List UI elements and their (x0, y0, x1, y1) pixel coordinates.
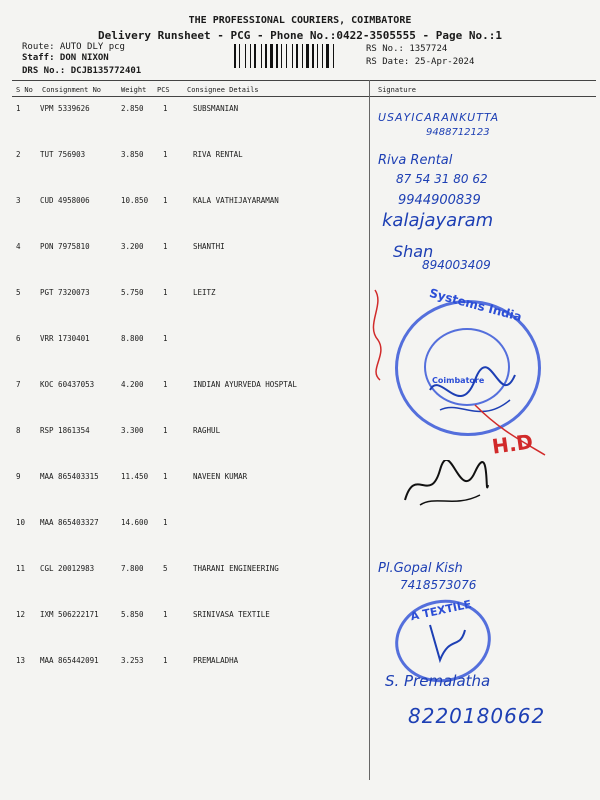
row-weight: 2.850 (121, 104, 144, 113)
barcode-bar (299, 44, 301, 68)
row-sno: 10 (16, 518, 26, 527)
barcode-bar (239, 44, 240, 68)
barcode-bar (263, 44, 264, 68)
row-consignee: NAVEEN KUMAR (193, 472, 248, 481)
barcode-bar (324, 44, 325, 68)
row-weight: 5.850 (121, 610, 144, 619)
barcode-bar (286, 44, 287, 68)
row-pcs: 1 (163, 104, 168, 113)
barcode-bar (294, 44, 295, 68)
row-consignment: CGL 20012983 (40, 564, 95, 573)
row-pcs: 1 (163, 380, 168, 389)
row-consignee: LEITZ (193, 288, 216, 297)
row-weight: 3.300 (121, 426, 144, 435)
row-consignment: KOC 60437053 (40, 380, 95, 389)
row-sno: 1 (16, 104, 21, 113)
barcode-bar (247, 44, 249, 68)
route-label: Route: AUTO DLY pcg (22, 42, 125, 52)
row-weight: 3.200 (121, 242, 144, 251)
signature-1-name: USAYICARANKUTTA (378, 111, 500, 124)
red-bracket (360, 285, 390, 385)
row-sno: 6 (16, 334, 21, 343)
row-consignment: VRR 1730401 (40, 334, 90, 343)
row-sno: 2 (16, 150, 21, 159)
row-consignment: TUT 756903 (40, 150, 86, 159)
row-weight: 14.600 (121, 518, 149, 527)
row-consignment: CUD 4958006 (40, 196, 90, 205)
signature-11-phone: 7418573076 (400, 578, 477, 592)
row-pcs: 1 (163, 656, 168, 665)
signature-9-scribble (400, 460, 490, 510)
col-consignee: Consignee Details (187, 86, 259, 94)
row-consignment: RSP 1861354 (40, 426, 90, 435)
company-stamp-text: Systems India (427, 285, 524, 325)
company-title: THE PROFESSIONAL COURIERS, COIMBATORE (188, 15, 412, 26)
row-sno: 11 (16, 564, 26, 573)
barcode-bar (257, 44, 260, 68)
barcode-bar (237, 44, 238, 68)
row-sno: 13 (16, 656, 26, 665)
barcode-bar (234, 44, 236, 68)
barcode-bar (268, 44, 269, 68)
row-consignee: PREMALADHA (193, 656, 239, 665)
barcode-bar (335, 44, 336, 68)
row-pcs: 1 (163, 288, 168, 297)
row-consignee: SUBSMANIAN (193, 104, 239, 113)
signature-13-phone: 8220180662 (408, 704, 546, 728)
barcode-bar (254, 44, 256, 68)
row-consignee: INDIAN AYURVEDA HOSPTAL (193, 380, 297, 389)
row-consignment: IXM 506222171 (40, 610, 99, 619)
row-sno: 8 (16, 426, 21, 435)
signature-column-divider (369, 80, 370, 780)
signature-2-name: Riva Rental (378, 153, 453, 168)
barcode-bar (252, 44, 253, 68)
barcode-bar (333, 44, 334, 68)
row-consignee: KALA VATHIJAYARAMAN (193, 196, 279, 205)
barcode-bar (326, 44, 329, 68)
row-consignee: THARANI ENGINEERING (193, 564, 279, 573)
barcode-bar (250, 44, 251, 68)
barcode-bar (281, 44, 282, 68)
barcode-bar (310, 44, 311, 68)
row-consignee: RAGHUL (193, 426, 221, 435)
col-signature: Signature (378, 86, 416, 94)
barcode-bar (296, 44, 298, 68)
row-consignee: SHANTHI (193, 242, 225, 251)
barcode-bar (283, 44, 285, 68)
row-pcs: 1 (163, 610, 168, 619)
header-rule-top (12, 80, 596, 81)
row-consignment: PON 7975810 (40, 242, 90, 251)
row-sno: 3 (16, 196, 21, 205)
row-weight: 5.750 (121, 288, 144, 297)
row-sno: 9 (16, 472, 21, 481)
barcode-bar (276, 44, 278, 68)
row-weight: 7.800 (121, 564, 144, 573)
barcode (234, 44, 356, 68)
barcode-bar (261, 44, 262, 68)
row-sno: 4 (16, 242, 21, 251)
red-remark: H.D (490, 429, 535, 459)
barcode-bar (292, 44, 293, 68)
barcode-bar (270, 44, 273, 68)
signature-11-name: Pl.Gopal Kish (378, 561, 463, 576)
barcode-bar (241, 44, 244, 68)
row-consignee: RIVA RENTAL (193, 150, 243, 159)
barcode-bar (315, 44, 316, 68)
row-consignment: MAA 865403327 (40, 518, 99, 527)
red-stroke (470, 400, 550, 460)
barcode-bar (279, 44, 280, 68)
signature-2-phone: 87 54 31 80 62 (396, 172, 488, 186)
header-rule-bottom (12, 96, 596, 97)
barcode-bar (312, 44, 314, 68)
barcode-bar (319, 44, 321, 68)
barcode-bar (330, 44, 332, 68)
signature-3-phone: 9944900839 (398, 193, 481, 208)
row-consignment: MAA 865442091 (40, 656, 99, 665)
barcode-bar (322, 44, 323, 68)
runsheet-subtitle: Delivery Runsheet - PCG - Phone No.:0422-3505555 - Page No.:1 (98, 29, 502, 42)
row-sno: 7 (16, 380, 21, 389)
rs-no-label: RS No.: 1357724 (366, 44, 448, 54)
row-pcs: 1 (163, 518, 168, 527)
signature-1-phone: 9488712123 (426, 127, 490, 138)
col-sno: S No (16, 86, 33, 94)
row-pcs: 1 (163, 150, 168, 159)
drs-label: DRS No.: DCJB135772401 (22, 66, 142, 76)
row-pcs: 5 (163, 564, 168, 573)
barcode-bar (274, 44, 275, 68)
row-consignment: MAA 865403315 (40, 472, 99, 481)
signature-12-scribble (420, 620, 470, 665)
row-sno: 5 (16, 288, 21, 297)
company-stamp-city: Coimbatore (432, 376, 485, 385)
barcode-bar (245, 44, 246, 68)
signature-4-phone: 894003409 (422, 258, 491, 272)
row-pcs: 1 (163, 472, 168, 481)
row-weight: 8.800 (121, 334, 144, 343)
barcode-bar (302, 44, 303, 68)
row-weight: 3.850 (121, 150, 144, 159)
row-consignment: PGT 7320073 (40, 288, 90, 297)
row-sno: 12 (16, 610, 26, 619)
staff-label: Staff: DON NIXON (22, 53, 109, 63)
signature-3-name: kalajayaram (382, 210, 494, 231)
rs-date-label: RS Date: 25-Apr-2024 (366, 57, 475, 67)
col-weight: Weight (121, 86, 147, 94)
row-weight: 4.200 (121, 380, 144, 389)
barcode-bar (265, 44, 267, 68)
barcode-bar (317, 44, 318, 68)
barcode-bar (304, 44, 305, 68)
signature-13-name: S. Premalatha (385, 672, 491, 690)
row-pcs: 1 (163, 196, 168, 205)
signature-4-scribble: Shan (393, 242, 434, 261)
row-consignee: SRINIVASA TEXTILE (193, 610, 270, 619)
row-weight: 11.450 (121, 472, 149, 481)
row-pcs: 1 (163, 242, 168, 251)
row-consignment: VPM 5339626 (40, 104, 90, 113)
col-pcs: PCS (157, 86, 170, 94)
textile-stamp-text: A TEXTILE (409, 597, 473, 624)
row-weight: 10.850 (121, 196, 149, 205)
row-pcs: 1 (163, 334, 168, 343)
row-pcs: 1 (163, 426, 168, 435)
col-consignment: Consignment No (42, 86, 102, 94)
barcode-bar (288, 44, 291, 68)
row-weight: 3.253 (121, 656, 144, 665)
barcode-bar (306, 44, 309, 68)
